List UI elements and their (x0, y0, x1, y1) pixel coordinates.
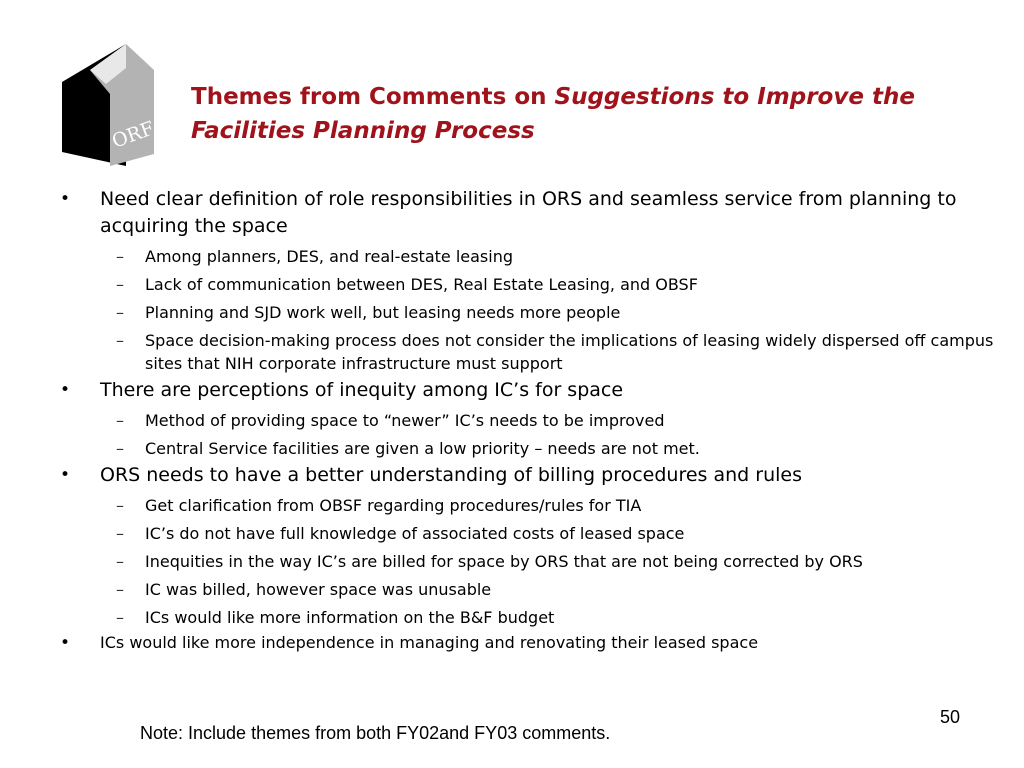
dash-symbol: – (116, 580, 124, 599)
dash-symbol: – (116, 496, 124, 515)
bullet-item (58, 377, 998, 404)
dash-symbol: – (116, 303, 124, 322)
bullet-text: ICs would like more independence in managing and renovating their leased space (100, 633, 759, 652)
sub-bullet-text: Central Service facilities are given a low priority – needs are not met. (145, 439, 700, 458)
footnote: Note: Include themes from both FY02and FY03 comments. (140, 723, 611, 743)
sub-bullet-text: Among planners, DES, and real-estate leasing (145, 247, 513, 266)
dash-symbol: – (116, 411, 124, 430)
bullet-symbol: • (60, 633, 71, 653)
dash-symbol: – (116, 331, 124, 350)
bullet-list (58, 184, 998, 655)
bullet-item (58, 462, 998, 489)
dash-symbol: – (116, 275, 124, 294)
sub-bullet-item (58, 301, 998, 324)
sub-bullet-item (58, 550, 998, 573)
title-italic-2: Facilities Planning Process (191, 118, 535, 144)
sub-bullet-text: Lack of communication between DES, Real Estate Leasing, and OBSF (145, 275, 698, 294)
dash-symbol: – (116, 524, 124, 543)
sub-bullet-item (58, 606, 998, 629)
slide-title (191, 80, 991, 148)
sub-bullet-text: IC was billed, however space was unusable (145, 580, 492, 599)
title-prefix: Themes from Comments on (191, 84, 555, 110)
sub-bullet-text: Space decision-making process does not consider the implications of leasing widely dispersed off campus sites that NIH corporate infrastructure must support (145, 331, 994, 373)
dash-symbol: – (116, 439, 124, 458)
sub-bullet-text: IC’s do not have full knowledge of associated costs of leased space (145, 524, 685, 543)
sub-bullet-text: Get clarification from OBSF regarding procedures/rules for TIA (145, 496, 642, 515)
bullet-item (58, 186, 998, 240)
bullet-symbol: • (60, 380, 71, 400)
bullet-text: ORS needs to have a better understanding of billing procedures and rules (100, 464, 802, 486)
orf-logo (60, 44, 158, 166)
bullet-symbol: • (60, 465, 71, 485)
sub-bullet-item (58, 437, 998, 460)
sub-bullet-item (58, 329, 998, 375)
sub-bullet-item (58, 409, 998, 432)
bullet-text: There are perceptions of inequity among IC’s for space (100, 379, 624, 401)
sub-bullet-item (58, 245, 998, 268)
bullet-symbol: • (60, 189, 71, 209)
dash-symbol: – (116, 608, 124, 627)
sub-bullet-item (58, 578, 998, 601)
sub-bullet-item (58, 494, 998, 517)
dash-symbol: – (116, 552, 124, 571)
sub-bullet-item (58, 273, 998, 296)
logo-text: ORF (109, 117, 158, 153)
bullet-text: Need clear definition of role responsibilities in ORS and seamless service from planning to acquiring the space (100, 188, 957, 237)
page-number: 50 (940, 707, 961, 727)
sub-bullet-text: Inequities in the way IC’s are billed for space by ORS that are not being corrected by ORS (145, 552, 863, 571)
sub-bullet-text: ICs would like more information on the B&F budget (145, 608, 555, 627)
sub-bullet-text: Method of providing space to “newer” IC’s needs to be improved (145, 411, 665, 430)
dash-symbol: – (116, 247, 124, 266)
sub-bullet-text: Planning and SJD work well, but leasing needs more people (145, 303, 621, 322)
bullet-item (58, 631, 998, 655)
sub-bullet-item (58, 522, 998, 545)
title-italic-1: Suggestions to Improve the (554, 84, 915, 110)
